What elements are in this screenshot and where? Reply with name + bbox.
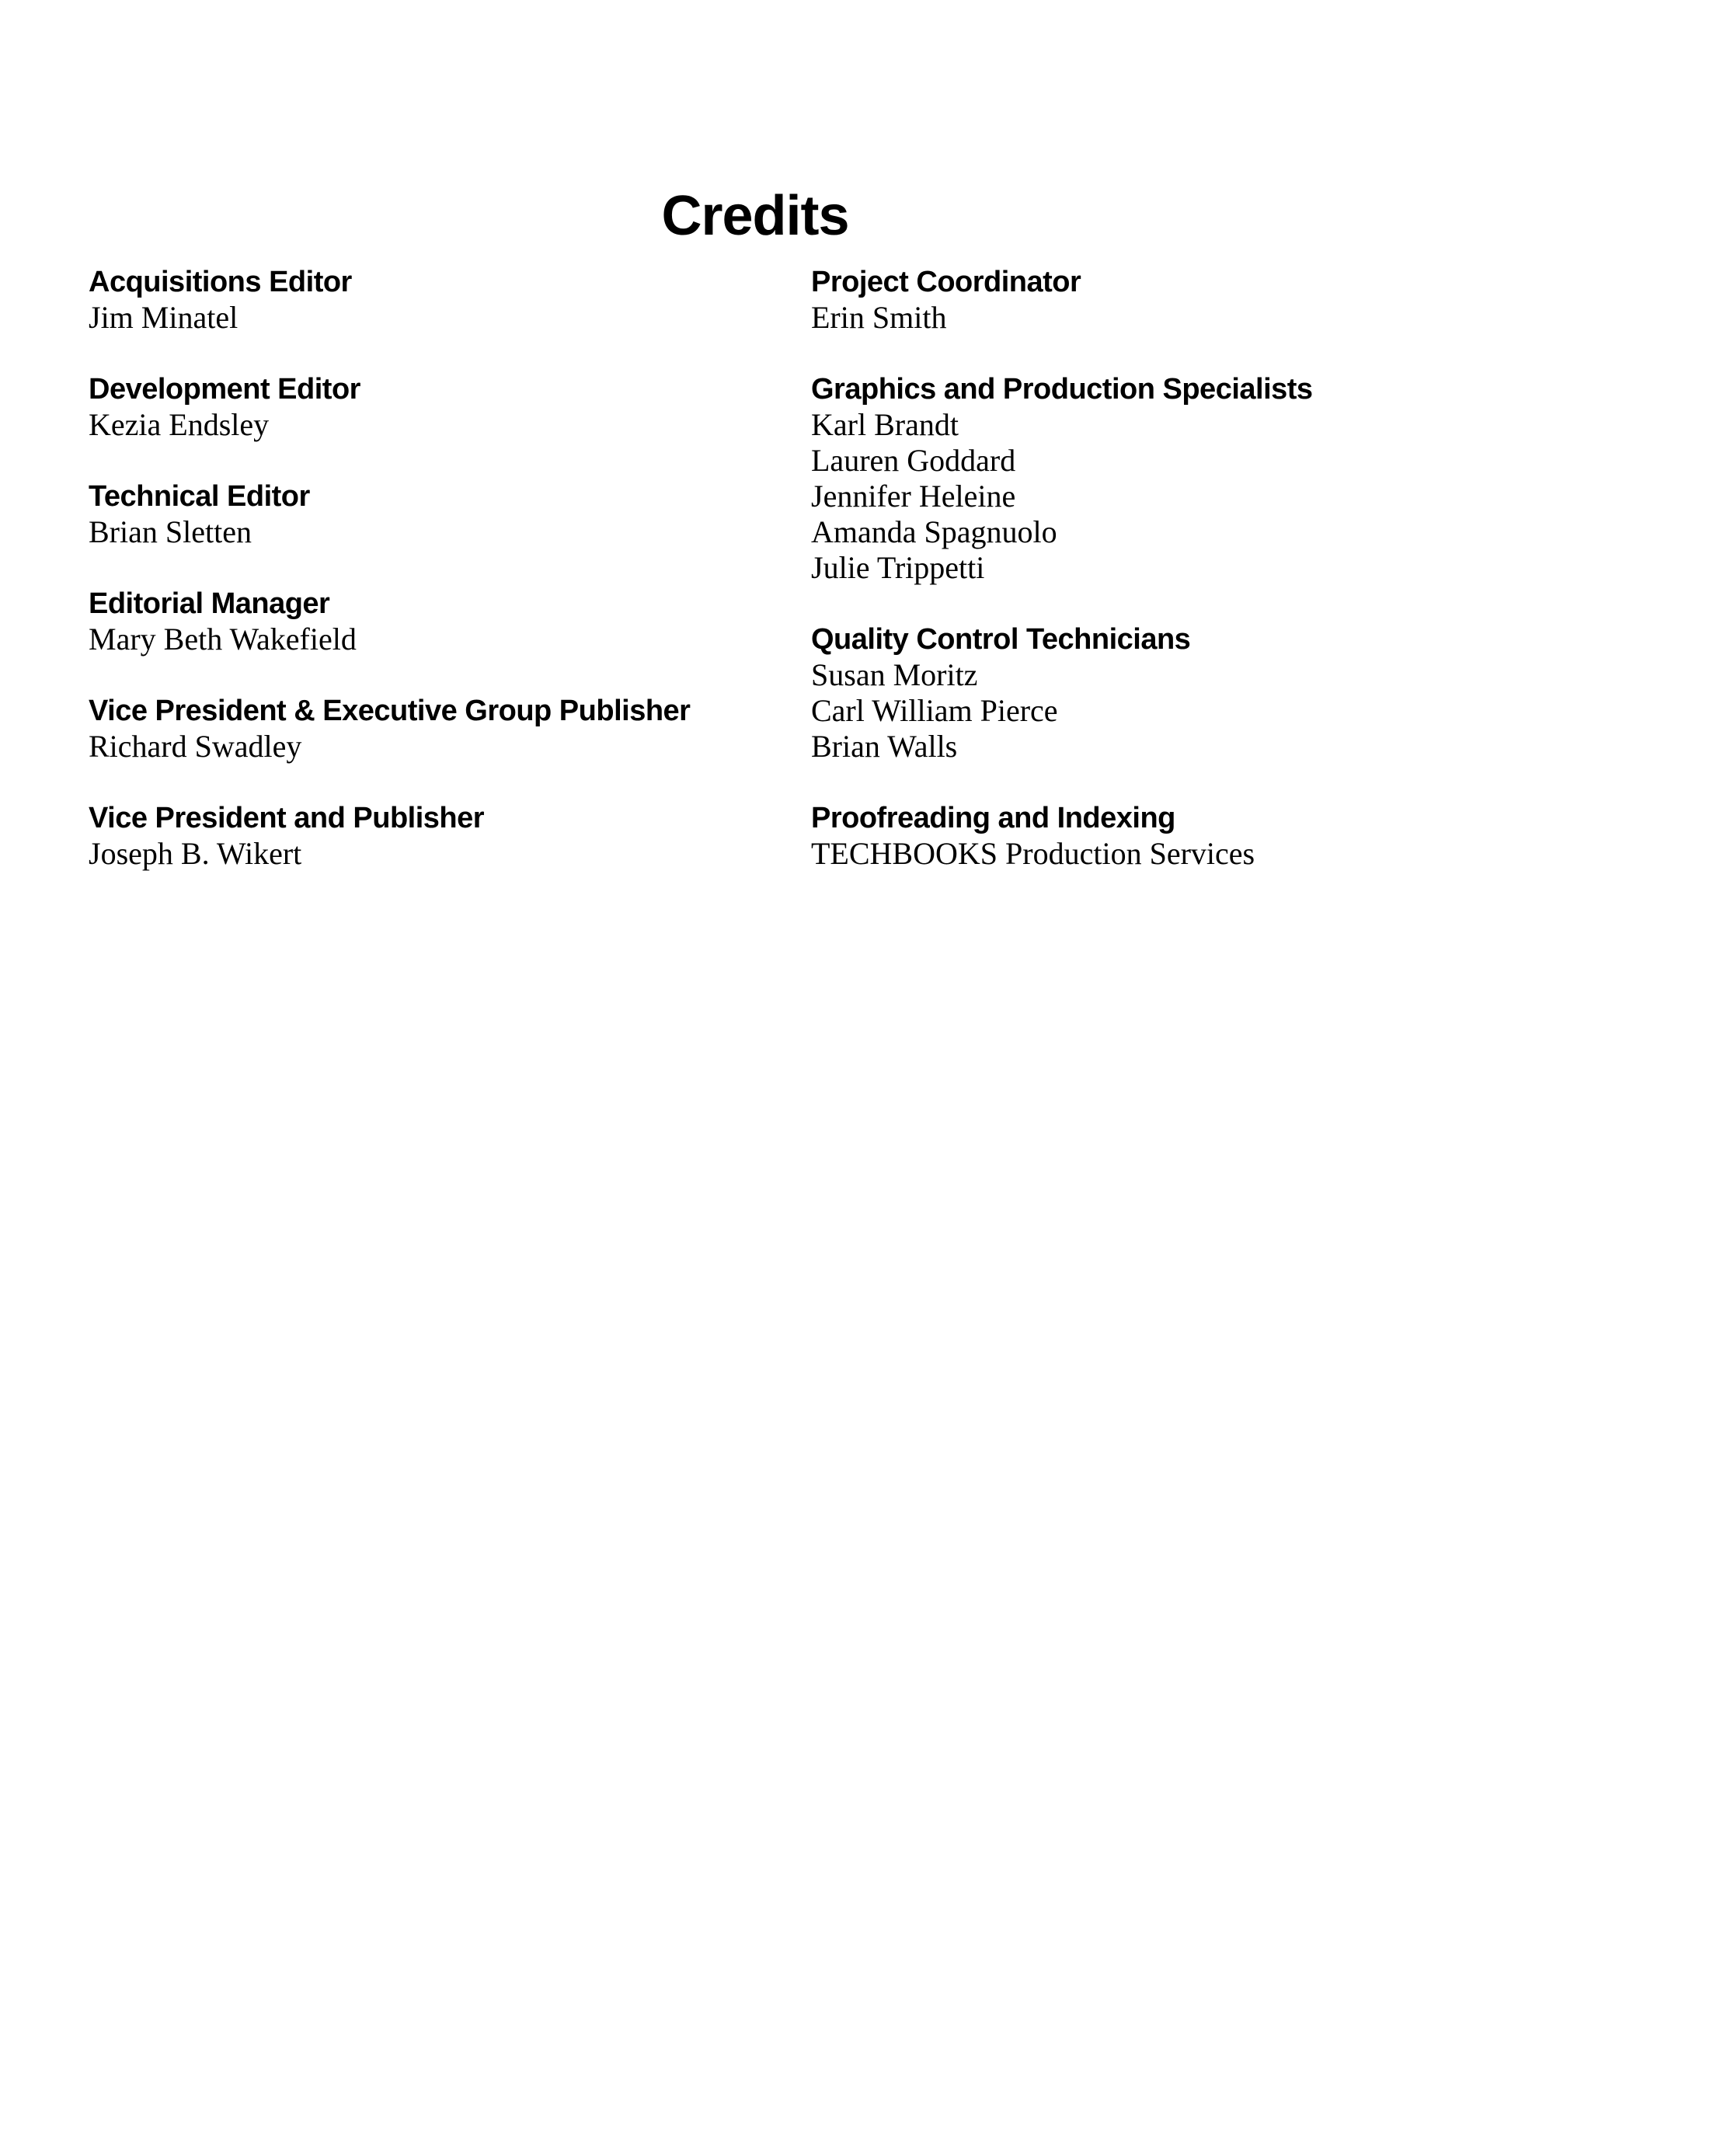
credit-name: Erin Smith [811,300,947,335]
page-title: Credits [661,185,849,247]
credit-section-technical-editor [89,479,788,550]
credit-name: Susan Moritz [811,657,978,692]
credit-role: Acquisitions Editor [89,266,352,298]
credit-section-graphics-production-specialists [811,371,1666,586]
credit-section-proofreading-indexing [811,800,1666,872]
credit-name: Brian Sletten [89,514,252,549]
credits-left-column [89,264,788,907]
credit-name: Joseph B. Wikert [89,836,302,871]
credit-role: Vice President and Publisher [89,802,485,834]
credit-name: Jim Minatel [89,300,239,335]
credit-name: Carl William Pierce [811,693,1058,728]
credit-section-vp-publisher [89,800,788,872]
credit-section-quality-control-technicians [811,622,1666,765]
credit-name: Richard Swadley [89,729,302,764]
credit-section-project-coordinator [811,264,1666,336]
credit-name: Mary Beth Wakefield [89,622,357,657]
credit-name: Karl Brandt [811,407,959,442]
credit-section-editorial-manager [89,586,788,657]
credit-name: Julie Trippetti [811,550,985,585]
credit-role: Development Editor [89,373,360,406]
credit-role: Editorial Manager [89,587,330,620]
credit-name: Jennifer Heleine [811,479,1016,514]
credit-name: Brian Walls [811,729,958,764]
credits-right-column [811,264,1666,907]
credit-name: Kezia Endsley [89,407,270,442]
credit-role: Project Coordinator [811,266,1081,298]
credit-name: TECHBOOKS Production Services [811,836,1255,871]
credit-role: Quality Control Technicians [811,623,1191,656]
credit-section-acquisitions-editor [89,264,788,336]
credit-section-vp-executive-group-publisher [89,693,788,765]
credit-role: Proofreading and Indexing [811,802,1175,834]
credit-name: Amanda Spagnuolo [811,514,1057,549]
credit-role: Graphics and Production Specialists [811,373,1313,406]
credit-role: Technical Editor [89,480,310,513]
credit-name: Lauren Goddard [811,443,1016,478]
credit-role: Vice President & Executive Group Publisher [89,695,691,727]
credit-section-development-editor [89,371,788,443]
